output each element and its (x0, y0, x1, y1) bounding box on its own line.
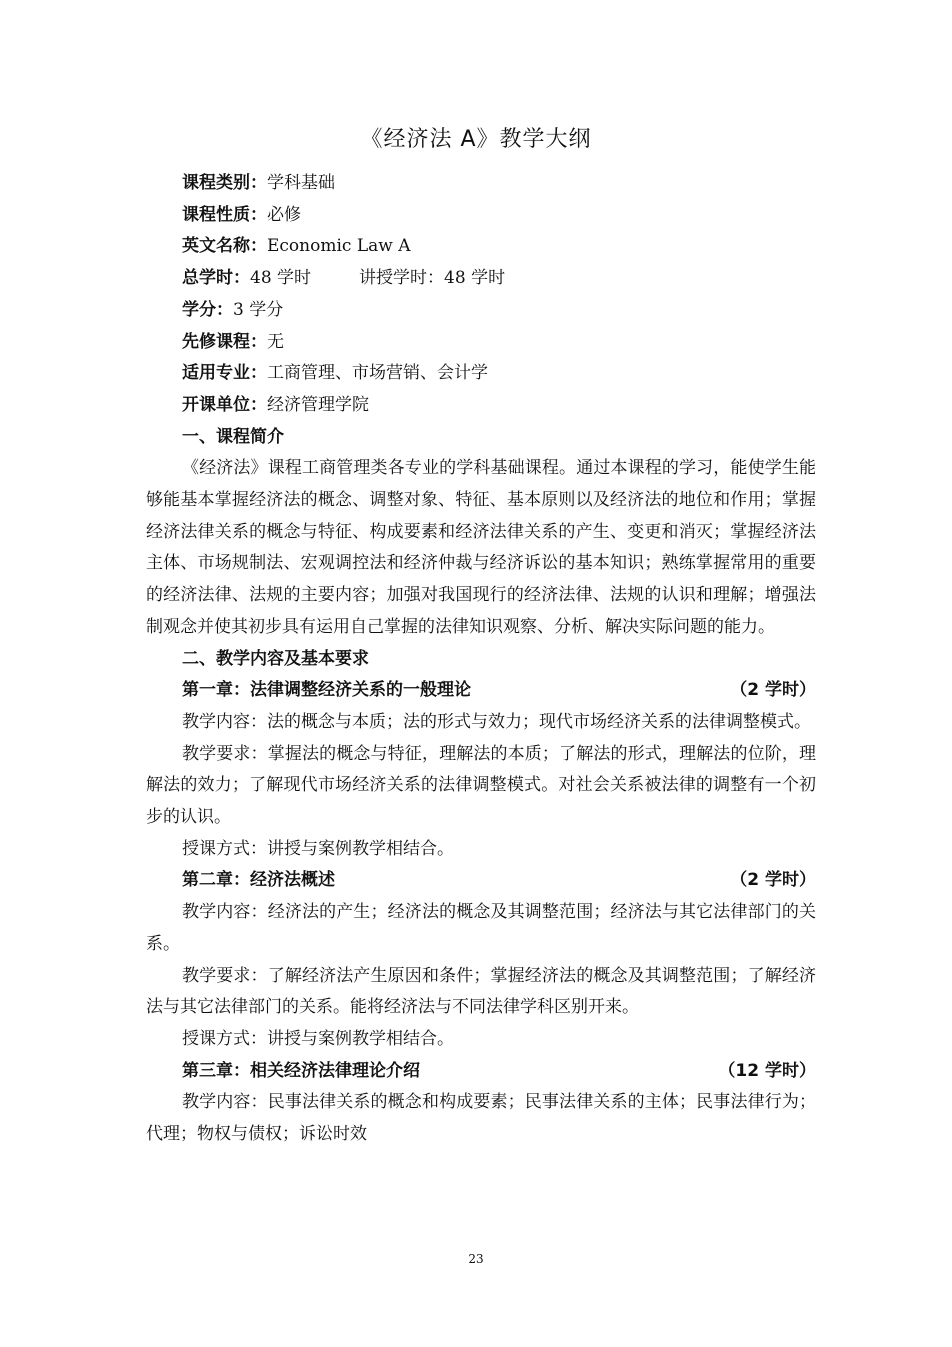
chapter-2-requirements: 教学要求：了解经济法产生原因和条件；掌握经济法的概念及其调整范围；了解经济法与其它法律部门的关系。能将经济法与不同法律学科区别开来。 (146, 965, 816, 1018)
info-course-nature: 课程性质：必修 (182, 204, 301, 225)
info-hours: 总学时：48 学时 讲授学时：48 学时 (182, 268, 506, 289)
intro-paragraph: 《经济法》课程工商管理类各专业的学科基础课程。通过本课程的学习，能使学生能够能基本掌握经济法的概念、调整对象、特征、基本原则以及经济法的地位和作用；掌握经济法律关系的概念与特征、构成要素和经济法律关系的产生、变更和消灭；掌握经济法主体、市场规制法、宏观调控法和经济仲裁与经济诉讼的基本知识；熟练掌握常用的重要的经济法律、法规的主要内容；加强对我国现行的经济法律、法规的认识和理解；增强法制观念并使其初步具有运用自己掌握的法律知识观察、分析、解决实际问题的能力。 (146, 458, 816, 637)
section-heading-intro: 一、课程简介 (182, 426, 284, 447)
chapter-1-method: 授课方式：讲授与案例教学相结合。 (182, 838, 454, 859)
chapter-2-content: 教学内容：经济法的产生；经济法的概念及其调整范围；经济法与其它法律部门的关系。 (146, 902, 816, 954)
info-unit: 开课单位：经济管理学院 (182, 394, 369, 415)
info-prerequisite: 先修课程：无 (182, 331, 284, 352)
chapter-1-heading: 第一章：法律调整经济关系的一般理论 （2 学时） (182, 680, 816, 701)
info-course-category: 课程类别：学科基础 (182, 173, 335, 193)
info-credit: 学分：3 学分 (182, 299, 284, 320)
chapter-1-content: 教学内容：法的概念与本质；法的形式与效力；现代市场经济关系的法律调整模式。 (182, 711, 811, 732)
info-majors: 适用专业：工商管理、市场营销、会计学 (182, 363, 488, 384)
page-title: 《经济法 A》教学大纲 (360, 127, 592, 152)
page-number: 23 (468, 1252, 484, 1266)
info-english-name: 英文名称：Economic Law A (182, 236, 411, 257)
chapter-1-requirements: 教学要求：掌握法的概念与特征，理解法的本质；了解法的形式，理解法的位阶，理解法的效力；了解现代市场经济关系的法律调整模式。对社会关系被法律的调整有一个初步的认识。 (146, 743, 816, 828)
section-heading-content: 二、教学内容及基本要求 (182, 648, 369, 669)
chapter-3-heading: 第三章：相关经济法律理论介绍 （12 学时） (182, 1060, 816, 1081)
chapter-2-heading: 第二章：经济法概述 （2 学时） (182, 870, 816, 891)
chapter-3-content: 教学内容：民事法律关系的概念和构成要素；民事法律关系的主体；民事法律行为；代理；物权与债权；诉讼时效 (146, 1092, 816, 1145)
chapter-2-method: 授课方式：讲授与案例教学相结合。 (182, 1028, 454, 1049)
document-body (146, 168, 816, 1151)
